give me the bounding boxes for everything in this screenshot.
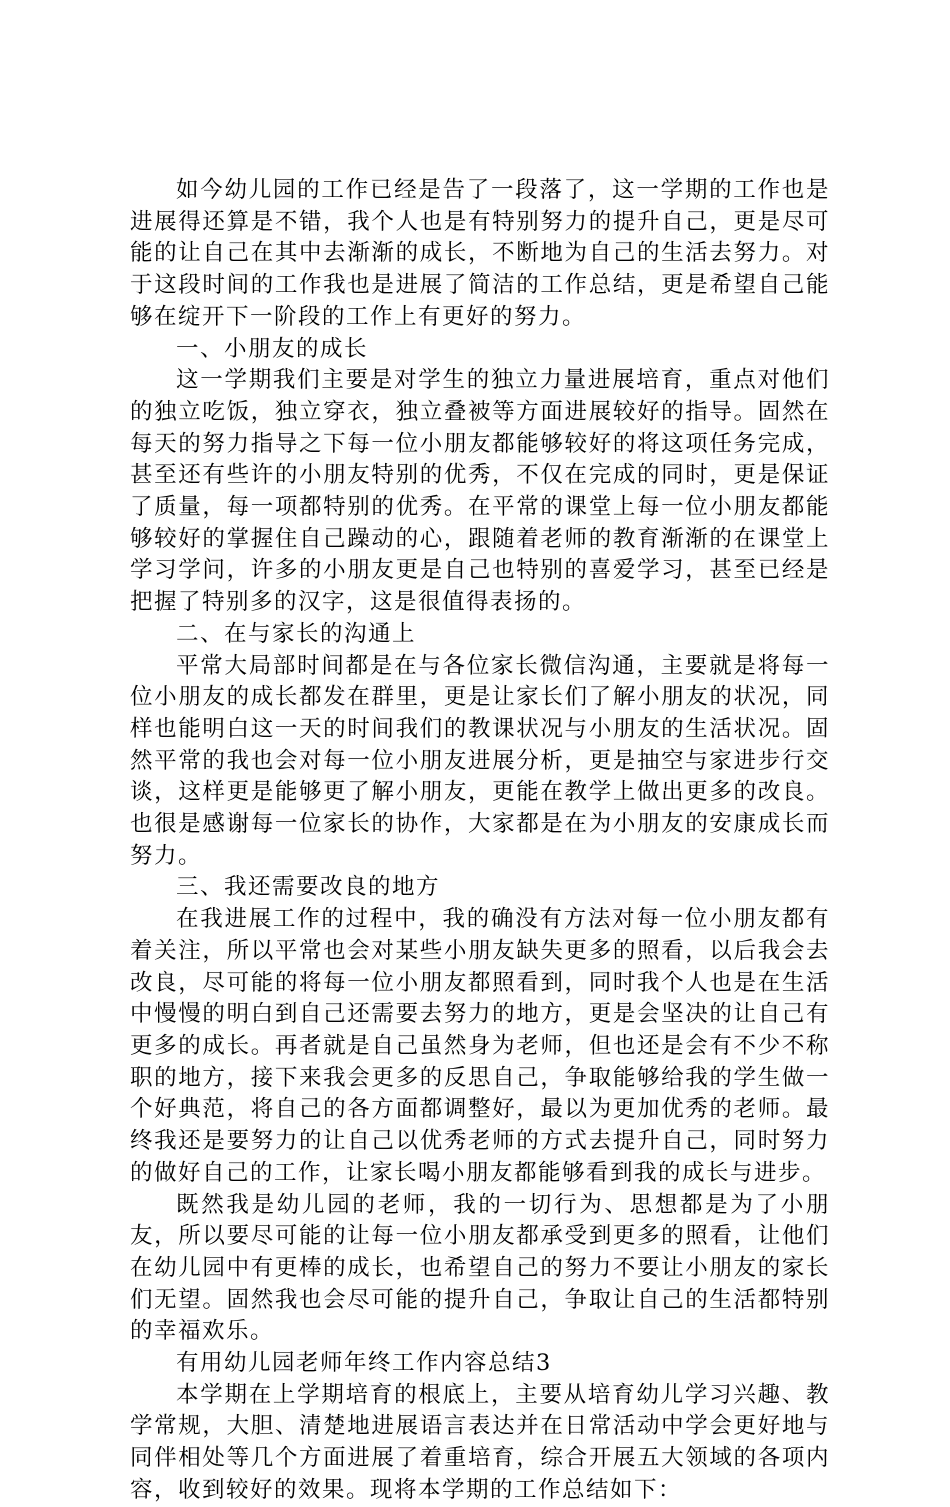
summary-3-paragraph: 本学期在上学期培育的根底上，主要从培育幼儿学习兴趣、教学常规，大胆、清楚地进展语言表达并在日常活动中学会更好地与同伴相处等几个方面进展了着重培育，综合开展五大领域的各项内容，收到较好的效果。现将本学期的工作总结如下： — [130, 1381, 830, 1503]
closing-paragraph: 既然我是幼儿园的老师，我的一切行为、思想都是为了小朋友，所以要尽可能的让每一位小朋友都承受到更多的照看，让他们在幼儿园中有更棒的成长，也希望自己的努力不要让小朋友的家长们无望。固然我也会尽可能的提升自己，争取让自己的生活都特别的幸福欢乐。 — [130, 1191, 830, 1345]
parent-communication-paragraph: 平常大局部时间都是在与各位家长微信沟通，主要就是将每一位小朋友的成长都发在群里，更是让家长们了解小朋友的状况，同样也能明白这一天的时间我们的教课状况与小朋友的生活状况。固然平常的我也会对每一位小朋友进展分析，更是抽空与家进步行交谈，这样更是能够更了解小朋友，更能在教学上做出更多的改良。也很是感谢每一位家长的协作，大家都是在为小朋友的安康成长而努力。 — [130, 652, 830, 869]
section-heading-parent-communication: 二、在与家长的沟通上 — [176, 620, 417, 647]
children-growth-paragraph: 这一学期我们主要是对学生的独立力量进展培育，重点对他们的独立吃饭，独立穿衣，独立叠被等方面进展较好的指导。固然在每天的努力指导之下每一位小朋友都能够较好的将这项任务完成，甚至还有些许的小朋友特别的优秀，不仅在完成的同时，更是保证了质量，每一项都特别的优秀。在平常的课堂上每一位小朋友都能够较好的掌握住自己躁动的心，跟随着老师的教育渐渐的在课堂上学习学问，许多的小朋友更是自己也特别的喜爱学习，甚至已经是把握了特别多的汉字，这是很值得表扬的。 — [130, 367, 830, 616]
improvements-paragraph: 在我进展工作的过程中，我的确没有方法对每一位小朋友都有着关注，所以平常也会对某些小朋友缺失更多的照看，以后我会去改良，尽可能的将每一位小朋友都照看到，同时我个人也是在生活中慢慢的明白到自己还需要去努力的地方，更是会坚决的让自己有更多的成长。再者就是自己虽然身为老师，但也还是会有不少不称职的地方，接下来我会更多的反思自己，争取能够给我的学生做一个好典范，将自己的各方面都调整好，最以为更加优秀的老师。最终我还是要努力的让自己以优秀老师的方式去提升自己，同时努力的做好自己的工作，让家长喝小朋友都能够看到我的成长与进步。 — [130, 906, 830, 1186]
section-heading-improvements: 三、我还需要改良的地方 — [176, 874, 441, 901]
section-heading-children-growth: 一、小朋友的成长 — [176, 335, 369, 362]
intro-paragraph: 如今幼儿园的工作已经是告了一段落了，这一学期的工作也是进展得还算是不错，我个人也是有特别努力的提升自己，更是尽可能的让自己在其中去渐渐的成长，不断地为自己的生活去努力。对于这段时间的工作我也是进展了简洁的工作总结，更是希望自己能够在绽开下一阶段的工作上有更好的努力。 — [130, 177, 830, 330]
document-body — [130, 175, 830, 1507]
summary-3-title: 有用幼儿园老师年终工作内容总结3 — [176, 1350, 552, 1377]
